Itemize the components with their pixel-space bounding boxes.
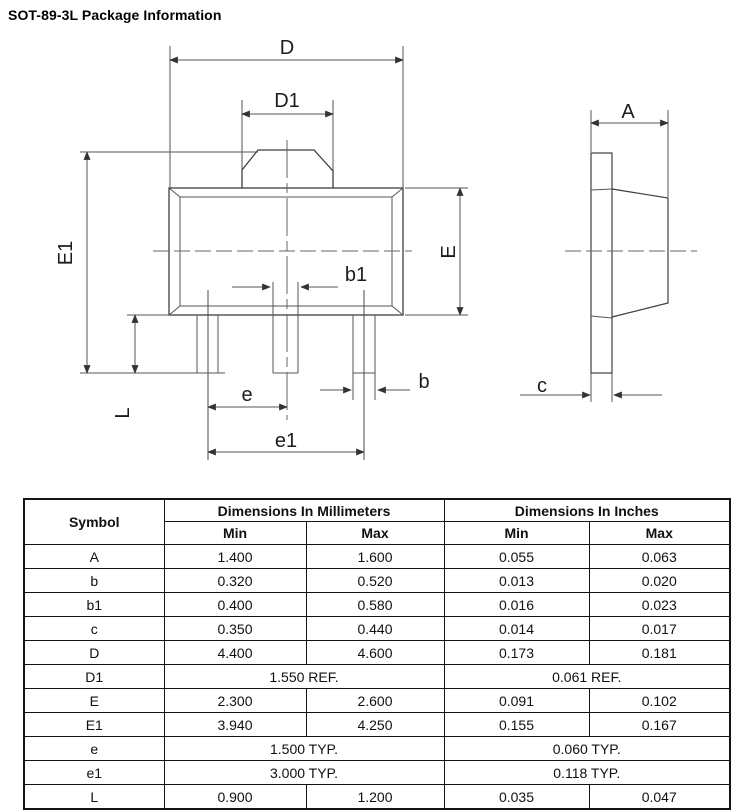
- side-body-profile: [612, 189, 668, 317]
- table-header-row: [24, 499, 730, 522]
- cell-symbol: e1: [24, 761, 164, 785]
- dim-label-D1: D1: [274, 90, 300, 112]
- cell-mm-min: 0.400: [164, 593, 306, 617]
- cell-symbol: L: [24, 785, 164, 810]
- dim-b1: [232, 264, 367, 287]
- dim-label-D: D: [279, 37, 295, 59]
- body-bevel: [392, 306, 403, 315]
- cell-symbol: D1: [24, 665, 164, 689]
- cell-mm-merged: 1.550 REF.: [164, 665, 444, 689]
- table-row-E: [24, 689, 730, 713]
- dim-label-c: c: [537, 375, 547, 397]
- col-header-mm-max: Max: [306, 522, 444, 545]
- page-title: SOT-89-3L Package Information: [8, 7, 222, 23]
- dim-label-A: A: [621, 101, 635, 123]
- package-top-view: [55, 37, 468, 460]
- cell-symbol: E: [24, 689, 164, 713]
- table-row-D1: [24, 665, 730, 689]
- cell-in-max: 0.167: [589, 713, 730, 737]
- col-header-in-max: Max: [589, 522, 730, 545]
- cell-symbol: b: [24, 569, 164, 593]
- cell-in-max: 0.181: [589, 641, 730, 665]
- side-body-edge: [591, 189, 612, 190]
- dim-label-e1: e1: [274, 430, 298, 452]
- body-bevel: [169, 306, 180, 315]
- dim-E1: [55, 152, 258, 373]
- cell-in-min: 0.013: [444, 569, 589, 593]
- dim-label-L: L: [112, 407, 134, 419]
- table-row-L: [24, 785, 730, 810]
- cell-in-min: 0.055: [444, 545, 589, 569]
- cell-mm-min: 4.400: [164, 641, 306, 665]
- table-row-c: [24, 617, 730, 641]
- table-row-b: [24, 569, 730, 593]
- cell-in-merged: 0.060 TYP.: [444, 737, 730, 761]
- cell-in-min: 0.016: [444, 593, 589, 617]
- cell-mm-min: 0.350: [164, 617, 306, 641]
- cell-symbol: b1: [24, 593, 164, 617]
- cell-mm-max: 4.250: [306, 713, 444, 737]
- col-header-mm: Dimensions In Millimeters: [164, 499, 444, 522]
- table-row-E1: [24, 713, 730, 737]
- cell-symbol: E1: [24, 713, 164, 737]
- lead-2: [273, 282, 298, 373]
- cell-mm-max: 4.600: [306, 641, 444, 665]
- cell-symbol: e: [24, 737, 164, 761]
- dim-e: [208, 384, 287, 407]
- cell-in-max: 0.020: [589, 569, 730, 593]
- cell-in-min: 0.155: [444, 713, 589, 737]
- table-row-b1: [24, 593, 730, 617]
- body-bevel: [169, 188, 180, 197]
- cell-in-max: 0.047: [589, 785, 730, 810]
- dim-label-e: e: [241, 384, 253, 406]
- dim-label-b1: b1: [344, 264, 368, 286]
- side-lead-plane: [591, 153, 612, 373]
- cell-mm-max: 0.580: [306, 593, 444, 617]
- cell-mm-min: 0.900: [164, 785, 306, 810]
- table-row-e: [24, 737, 730, 761]
- dim-A: [591, 101, 668, 197]
- cell-mm-merged: 3.000 TYP.: [164, 761, 444, 785]
- col-header-inch: Dimensions In Inches: [444, 499, 730, 522]
- cell-mm-min: 0.320: [164, 569, 306, 593]
- table-row-A: [24, 545, 730, 569]
- cell-in-max: 0.102: [589, 689, 730, 713]
- col-header-mm-min: Min: [164, 522, 306, 545]
- cell-in-merged: 0.061 REF.: [444, 665, 730, 689]
- table-row-e1: [24, 761, 730, 785]
- dim-c: [520, 373, 662, 402]
- cell-mm-max: 0.440: [306, 617, 444, 641]
- dimensions-table: [23, 498, 731, 810]
- dim-label-b: b: [418, 371, 430, 393]
- table-header: [24, 499, 730, 545]
- dim-label-E1: E1: [55, 240, 77, 266]
- table-body: [24, 545, 730, 810]
- dim-L: [112, 315, 170, 419]
- cell-mm-max: 2.600: [306, 689, 444, 713]
- cell-in-merged: 0.118 TYP.: [444, 761, 730, 785]
- col-header-in-min: Min: [444, 522, 589, 545]
- cell-mm-max: 1.200: [306, 785, 444, 810]
- cell-in-min: 0.173: [444, 641, 589, 665]
- cell-symbol: D: [24, 641, 164, 665]
- cell-symbol: c: [24, 617, 164, 641]
- cell-mm-max: 0.520: [306, 569, 444, 593]
- cell-mm-max: 1.600: [306, 545, 444, 569]
- cell-in-max: 0.063: [589, 545, 730, 569]
- cell-mm-merged: 1.500 TYP.: [164, 737, 444, 761]
- body-bevel: [392, 188, 403, 197]
- side-body-edge: [591, 316, 612, 318]
- col-header-symbol: Symbol: [24, 499, 164, 545]
- dim-label-E: E: [438, 245, 460, 259]
- cell-symbol: A: [24, 545, 164, 569]
- cell-in-max: 0.023: [589, 593, 730, 617]
- cell-mm-min: 3.940: [164, 713, 306, 737]
- cell-in-max: 0.017: [589, 617, 730, 641]
- cell-mm-min: 1.400: [164, 545, 306, 569]
- table-row-D: [24, 641, 730, 665]
- cell-in-min: 0.035: [444, 785, 589, 810]
- dim-E: [405, 188, 468, 315]
- cell-in-min: 0.014: [444, 617, 589, 641]
- cell-mm-min: 2.300: [164, 689, 306, 713]
- package-side-view: [520, 101, 697, 402]
- cell-in-min: 0.091: [444, 689, 589, 713]
- dim-e1: [208, 430, 364, 452]
